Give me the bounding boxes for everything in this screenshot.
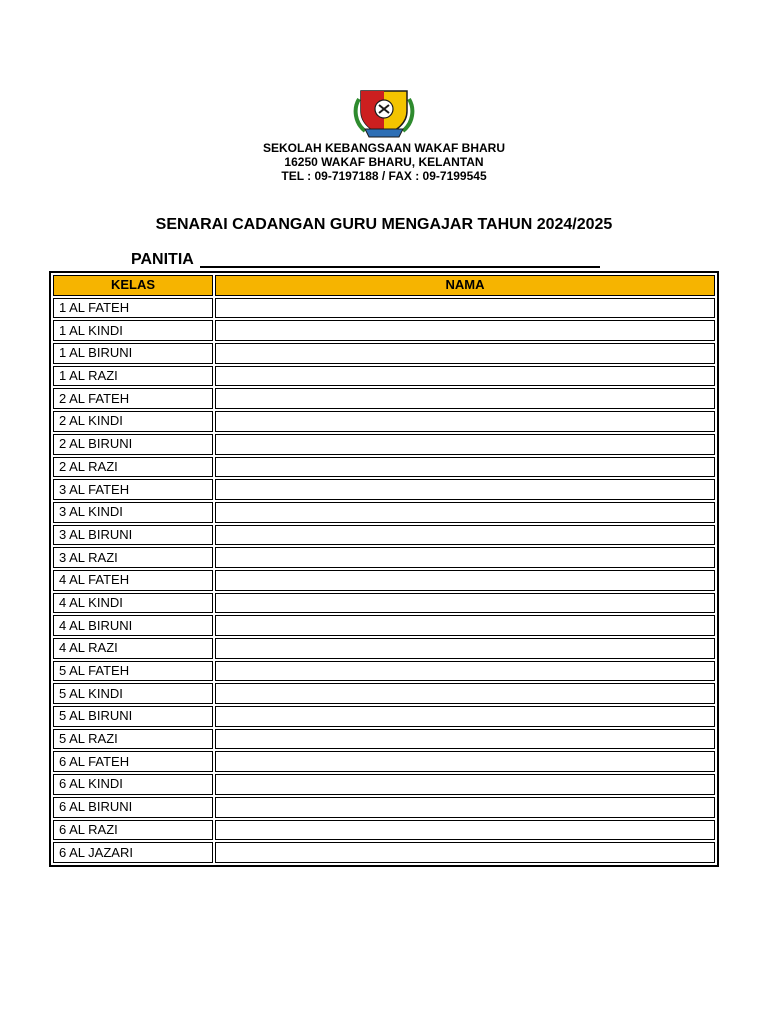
nama-cell[interactable] <box>215 570 715 591</box>
nama-cell[interactable] <box>215 343 715 364</box>
table-row <box>53 661 715 682</box>
table-row <box>53 298 715 319</box>
kelas-cell: 3 AL RAZI <box>53 547 213 568</box>
school-contact: TEL : 09-7197188 / FAX : 09-7199545 <box>281 169 487 183</box>
kelas-cell: 2 AL RAZI <box>53 457 213 478</box>
nama-cell[interactable] <box>215 683 715 704</box>
nama-cell[interactable] <box>215 320 715 341</box>
kelas-cell: 1 AL FATEH <box>53 298 213 319</box>
nama-cell[interactable] <box>215 366 715 387</box>
table-row <box>53 411 715 432</box>
table-row <box>53 706 715 727</box>
school-name: SEKOLAH KEBANGSAAN WAKAF BHARU <box>263 141 505 155</box>
panitia-blank-line[interactable] <box>200 266 600 268</box>
nama-cell[interactable] <box>215 502 715 523</box>
nama-cell[interactable] <box>215 820 715 841</box>
table-row <box>53 388 715 409</box>
kelas-cell: 6 AL KINDI <box>53 774 213 795</box>
panitia-label: PANITIA <box>131 251 194 268</box>
kelas-cell: 4 AL RAZI <box>53 638 213 659</box>
column-header-kelas: KELAS <box>53 275 213 296</box>
nama-cell[interactable] <box>215 547 715 568</box>
nama-cell[interactable] <box>215 457 715 478</box>
nama-cell[interactable] <box>215 593 715 614</box>
table-row <box>53 457 715 478</box>
kelas-cell: 6 AL BIRUNI <box>53 797 213 818</box>
panitia-field <box>131 249 600 271</box>
nama-cell[interactable] <box>215 638 715 659</box>
school-crest-icon <box>351 85 417 141</box>
table-row <box>53 615 715 636</box>
nama-cell[interactable] <box>215 388 715 409</box>
kelas-cell: 1 AL RAZI <box>53 366 213 387</box>
nama-cell[interactable] <box>215 729 715 750</box>
table-row <box>53 343 715 364</box>
table-row <box>53 547 715 568</box>
column-header-nama: NAMA <box>215 275 715 296</box>
table-row <box>53 570 715 591</box>
nama-cell[interactable] <box>215 298 715 319</box>
nama-cell[interactable] <box>215 411 715 432</box>
table-row <box>53 366 715 387</box>
kelas-cell: 5 AL RAZI <box>53 729 213 750</box>
nama-cell[interactable] <box>215 525 715 546</box>
document-title: SENARAI CADANGAN GURU MENGAJAR TAHUN 2024/2025 <box>155 216 613 233</box>
table-row <box>53 820 715 841</box>
kelas-cell: 5 AL KINDI <box>53 683 213 704</box>
table-row <box>53 751 715 772</box>
nama-cell[interactable] <box>215 434 715 455</box>
nama-cell[interactable] <box>215 615 715 636</box>
table-header-row <box>53 275 715 296</box>
kelas-cell: 3 AL FATEH <box>53 479 213 500</box>
table-row <box>53 320 715 341</box>
kelas-cell: 2 AL FATEH <box>53 388 213 409</box>
kelas-cell: 4 AL BIRUNI <box>53 615 213 636</box>
kelas-cell: 2 AL KINDI <box>53 411 213 432</box>
kelas-cell: 1 AL BIRUNI <box>53 343 213 364</box>
kelas-cell: 5 AL FATEH <box>53 661 213 682</box>
nama-cell[interactable] <box>215 842 715 863</box>
table-row <box>53 502 715 523</box>
nama-cell[interactable] <box>215 706 715 727</box>
kelas-cell: 6 AL JAZARI <box>53 842 213 863</box>
teacher-assignment-table <box>49 271 719 867</box>
table-row <box>53 638 715 659</box>
kelas-cell: 3 AL BIRUNI <box>53 525 213 546</box>
kelas-cell: 5 AL BIRUNI <box>53 706 213 727</box>
nama-cell[interactable] <box>215 774 715 795</box>
table-row <box>53 434 715 455</box>
table-row <box>53 774 715 795</box>
nama-cell[interactable] <box>215 797 715 818</box>
nama-cell[interactable] <box>215 661 715 682</box>
table-row <box>53 683 715 704</box>
table-row <box>53 525 715 546</box>
table-row <box>53 593 715 614</box>
school-address: 16250 WAKAF BHARU, KELANTAN <box>284 155 484 169</box>
table-row <box>53 842 715 863</box>
table-row <box>53 729 715 750</box>
table-row <box>53 797 715 818</box>
kelas-cell: 6 AL RAZI <box>53 820 213 841</box>
table-row <box>53 479 715 500</box>
kelas-cell: 6 AL FATEH <box>53 751 213 772</box>
nama-cell[interactable] <box>215 479 715 500</box>
kelas-cell: 3 AL KINDI <box>53 502 213 523</box>
kelas-cell: 4 AL KINDI <box>53 593 213 614</box>
kelas-cell: 4 AL FATEH <box>53 570 213 591</box>
kelas-cell: 1 AL KINDI <box>53 320 213 341</box>
kelas-cell: 2 AL BIRUNI <box>53 434 213 455</box>
nama-cell[interactable] <box>215 751 715 772</box>
